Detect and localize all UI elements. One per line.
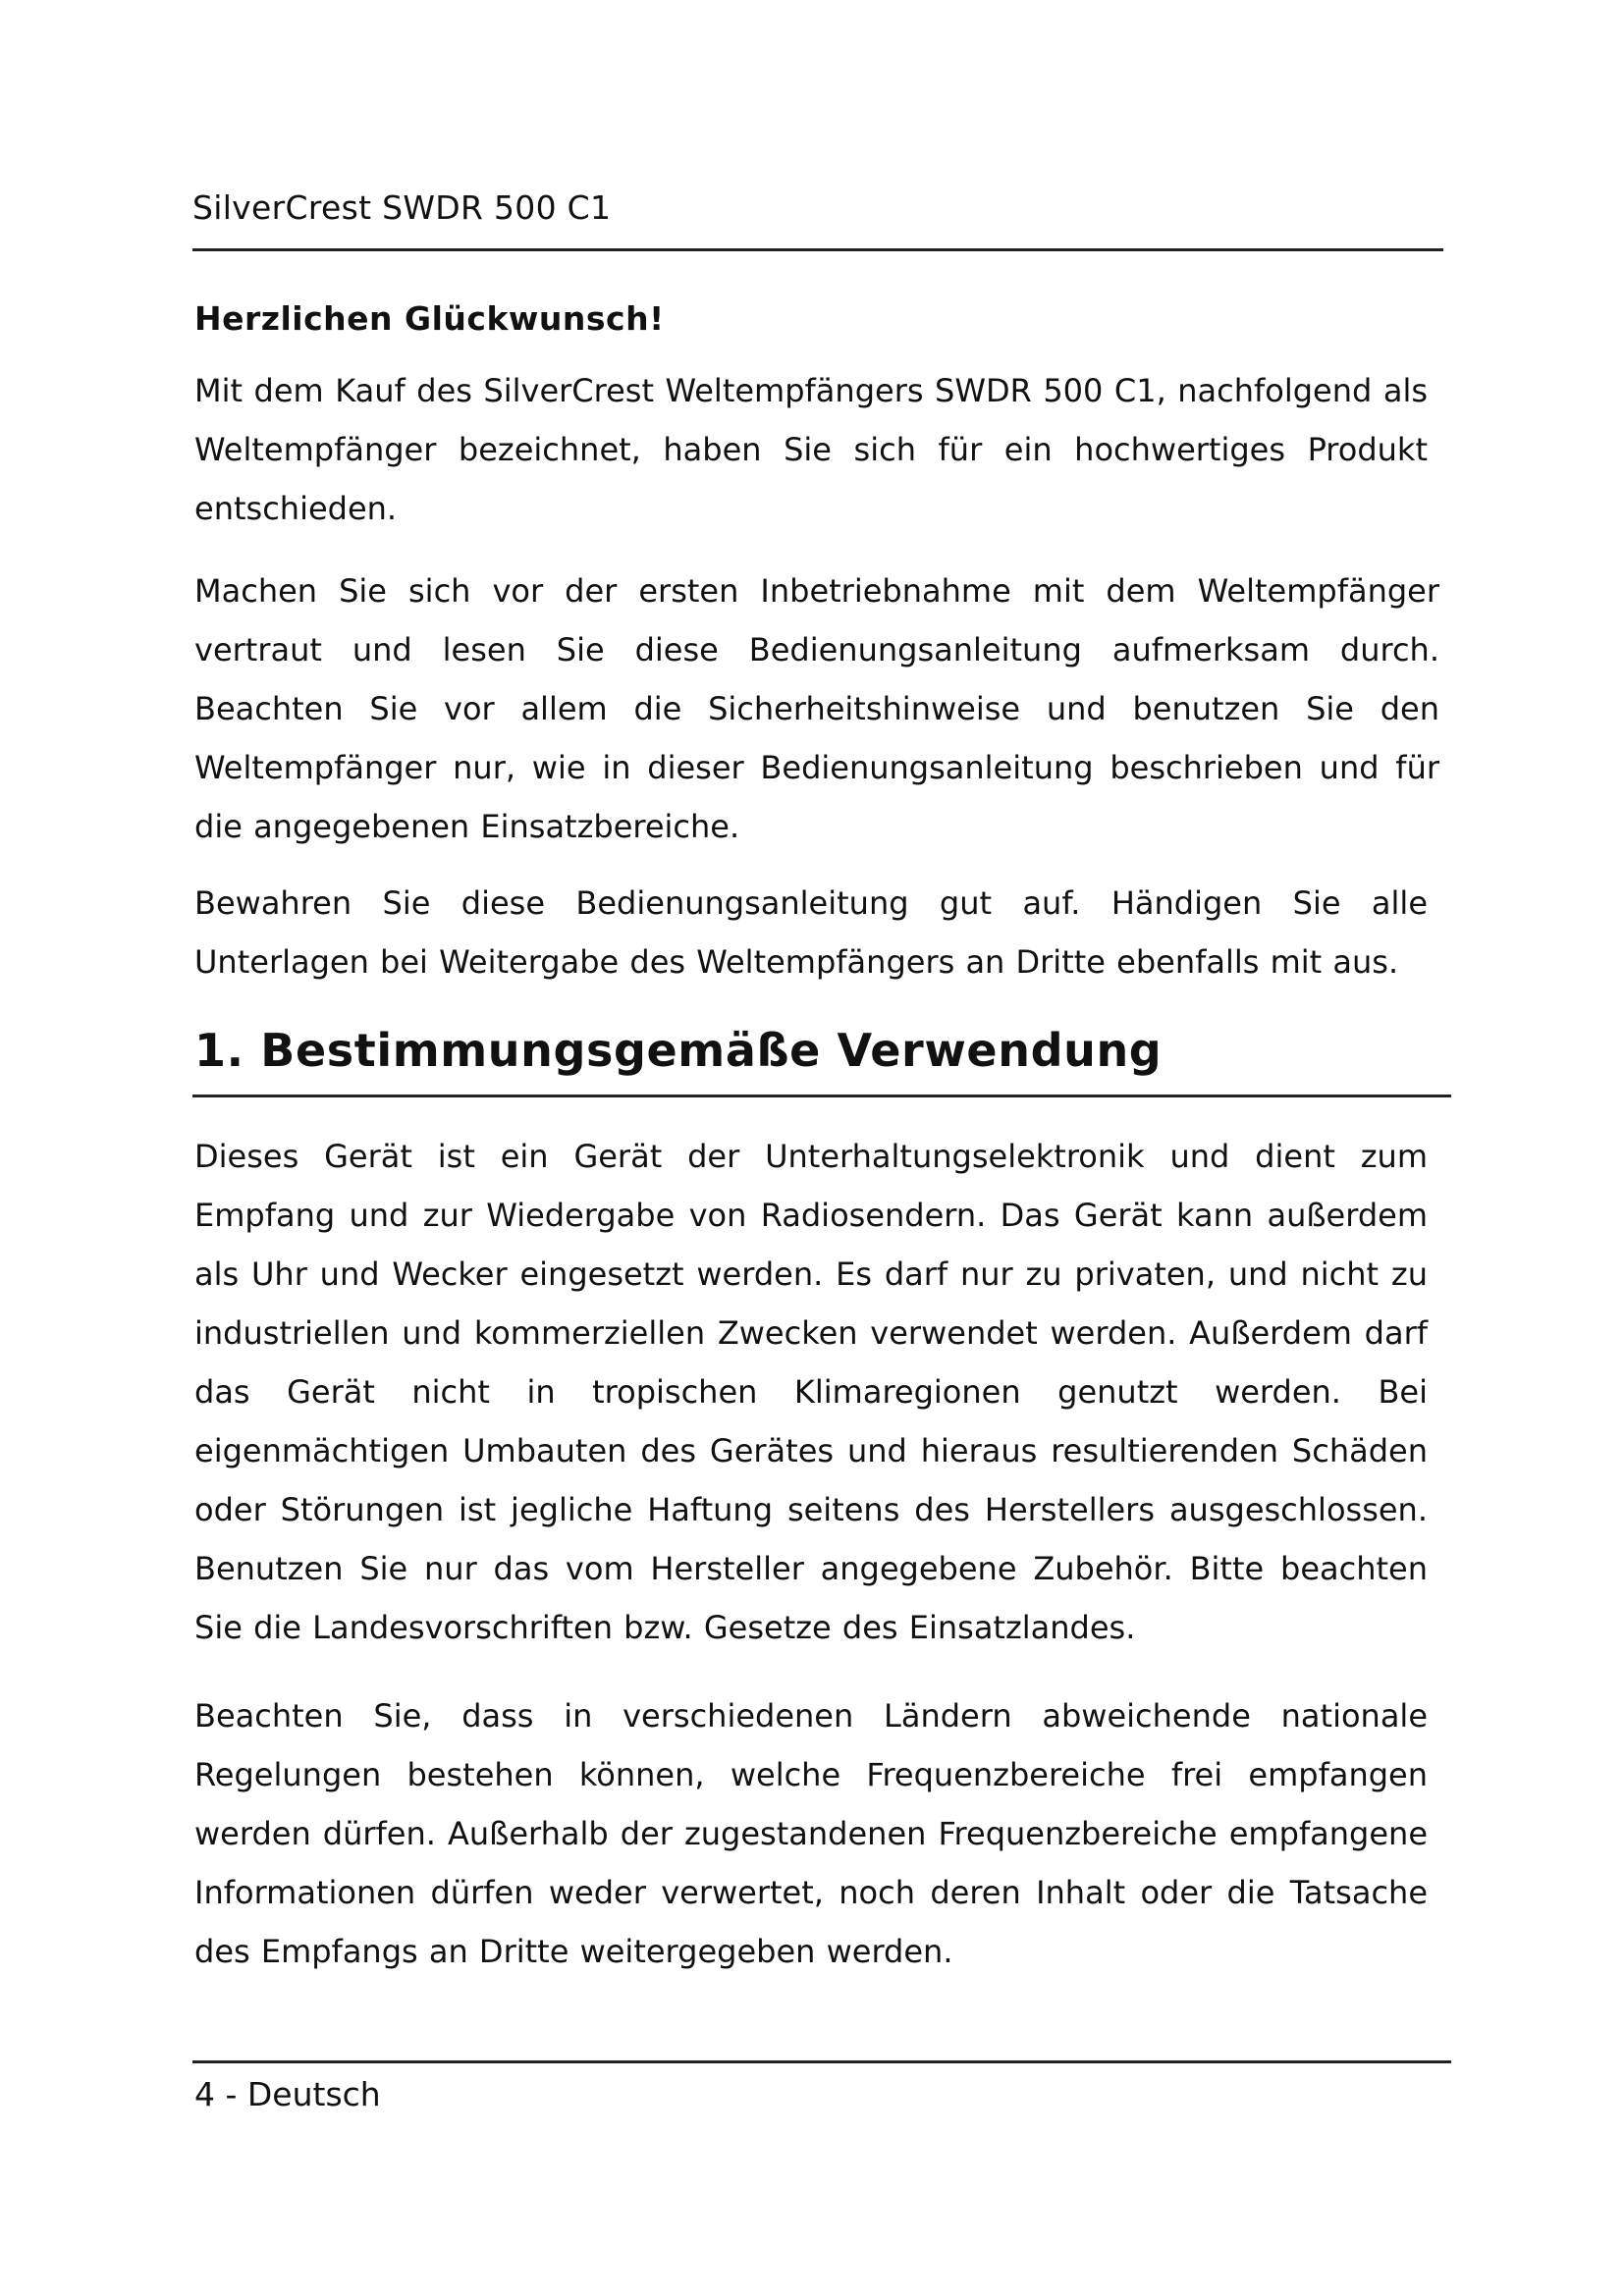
- section-divider: [192, 1095, 1451, 1097]
- section-paragraph: Beachten Sie, dass in verschiedenen Ländern abweichende nationale Regelungen bestehen können, welche Frequenzbereiche frei empfangen werden dürfen. Außerhalb der zugestandenen Frequenzbereiche empfangene Informationen dürfen weder verwertet, noch deren Inhalt oder die Tatsache des Empfangs an Dritte weitergegeben werden.: [194, 1697, 1428, 1970]
- footer-divider: [192, 2060, 1451, 2063]
- section-heading: 1. Bestimmungsgemäße Verwendung: [194, 1024, 1163, 1077]
- intro-paragraph: Bewahren Sie diese Bedienungsanleitung gut auf. Händigen Sie alle Unterlagen bei Weitergabe des Weltempfängers an Dritte ebenfalls mit aus.: [194, 884, 1428, 981]
- intro-paragraph: Mit dem Kauf des SilverCrest Weltempfängers SWDR 500 C1, nachfolgend als Weltempfänger bezeichnet, haben Sie sich für ein hochwertiges Produkt entschieden.: [194, 372, 1428, 527]
- running-header: SilverCrest SWDR 500 C1: [192, 188, 612, 227]
- intro-paragraph: Machen Sie sich vor der ersten Inbetriebnahme mit dem Weltempfänger vertraut und lesen Sie diese Bedienungsanleitung aufmerksam durch. Beachten Sie vor allem die Sicherheitshinweise und benutzen Sie den Weltempfänger nur, wie in dieser Bedienungsanleitung beschrieben und für die angegebenen Einsatzbereiche.: [194, 572, 1439, 845]
- section-paragraph: Dieses Gerät ist ein Gerät der Unterhaltungselektronik und dient zum Empfang und zur Wiedergabe von Radiosendern. Das Gerät kann außerdem als Uhr und Wecker eingesetzt werden. Es darf nur zu privaten, und nicht zu industriellen und kommerziellen Zwecken verwendet werden. Außerdem darf das Gerät nicht in tropischen Klimaregionen genutzt werden. Bei eigenmächtigen Umbauten des Gerätes und hieraus resultierenden Schäden oder Störungen ist jegliche Haftung seitens des Herstellers ausgeschlossen. Benutzen Sie nur das vom Hersteller angegebene Zubehör. Bitte beachten Sie die Landesvorschriften bzw. Gesetze des Einsatzlandes.: [194, 1138, 1428, 1646]
- welcome-heading: Herzlichen Glückwunsch!: [194, 299, 665, 338]
- page-footer: 4 - Deutsch: [194, 2075, 381, 2113]
- header-divider: [192, 248, 1443, 251]
